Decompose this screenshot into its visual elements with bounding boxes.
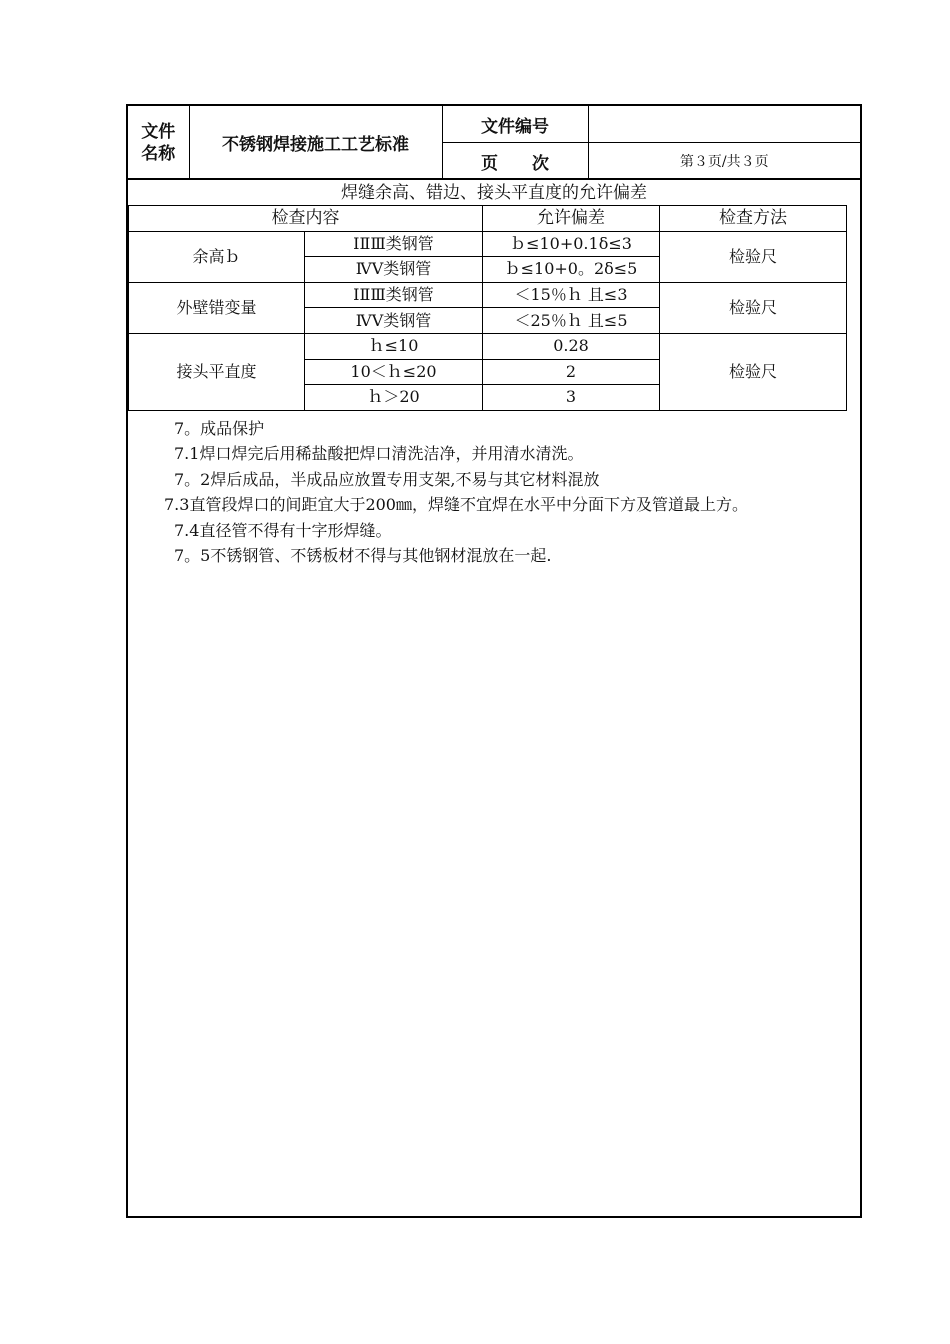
file-name-label <box>128 106 189 180</box>
body-text <box>138 416 856 568</box>
sub-cell: ｈ≤10 <box>305 333 483 359</box>
header-divider <box>128 178 860 180</box>
method-cell: 检验尺 <box>660 231 847 282</box>
tolerance-table <box>128 205 847 411</box>
paragraph: 7。5不锈钢管、不锈板材不得与其他钢材混放在一起. <box>174 546 552 566</box>
paragraph: 7.3直管段焊口的间距宜大于200㎜，焊缝不宜焊在水平中分面下方及管道最上方。 <box>164 495 748 515</box>
item-cell: 外壁错变量 <box>129 282 305 333</box>
col-header-method: 检查方法 <box>660 206 847 232</box>
page-value: 第３页/共３页 <box>588 143 860 180</box>
item-cell: 接头平直度 <box>129 333 305 410</box>
tolerance-cell: ＜15％ｈ 且≤3 <box>483 282 660 308</box>
method-cell: 检验尺 <box>660 333 847 410</box>
col-header-tolerance: 允许偏差 <box>483 206 660 232</box>
tolerance-cell: 0.28 <box>483 333 660 359</box>
col-header-content: 检查内容 <box>129 206 483 232</box>
method-cell: 检验尺 <box>660 282 847 333</box>
tolerance-cell: ｂ≤10+0.1δ≤3 <box>483 231 660 257</box>
sub-cell: ⅣⅤ类钢管 <box>305 308 483 334</box>
sub-cell: ⅠⅡⅢ类钢管 <box>305 231 483 257</box>
file-name-label-line2: 名称 <box>141 143 176 164</box>
page-label: 页 次 <box>442 143 588 180</box>
table-row <box>129 333 847 359</box>
tolerance-cell: 2 <box>483 359 660 385</box>
document-title: 不锈钢焊接施工工艺标准 <box>189 106 442 180</box>
doc-number-value <box>588 106 860 143</box>
tolerance-cell: ｂ≤10+0。2δ≤5 <box>483 257 660 283</box>
paragraph: 7。成品保护 <box>174 419 265 438</box>
table-row <box>129 231 847 257</box>
file-name-label-line1: 文件 <box>141 121 176 142</box>
paragraph: 7。2焊后成品，半成品应放置专用支架,不易与其它材料混放 <box>174 469 600 489</box>
paragraph: 7.1焊口焊完后用稀盐酸把焊口清洗洁净，并用清水清洗。 <box>174 444 584 464</box>
item-cell: 余高ｂ <box>129 231 305 282</box>
tolerance-cell: 3 <box>483 385 660 411</box>
sub-cell: ｈ＞20 <box>305 385 483 411</box>
table-caption: 焊缝余高、错边、接头平直度的允许偏差 <box>341 183 647 203</box>
table-row <box>129 282 847 308</box>
sub-cell: ⅠⅡⅢ类钢管 <box>305 282 483 308</box>
tolerance-cell: ＜25％ｈ 且≤5 <box>483 308 660 334</box>
paragraph: 7.4直径管不得有十字形焊缝。 <box>174 520 392 540</box>
document-frame <box>126 104 862 1218</box>
doc-number-label: 文件编号 <box>442 106 588 143</box>
sub-cell: 10＜ｈ≤20 <box>305 359 483 385</box>
header-table <box>128 106 860 180</box>
sub-cell: ⅣⅤ类钢管 <box>305 257 483 283</box>
table-header-row <box>129 206 847 232</box>
